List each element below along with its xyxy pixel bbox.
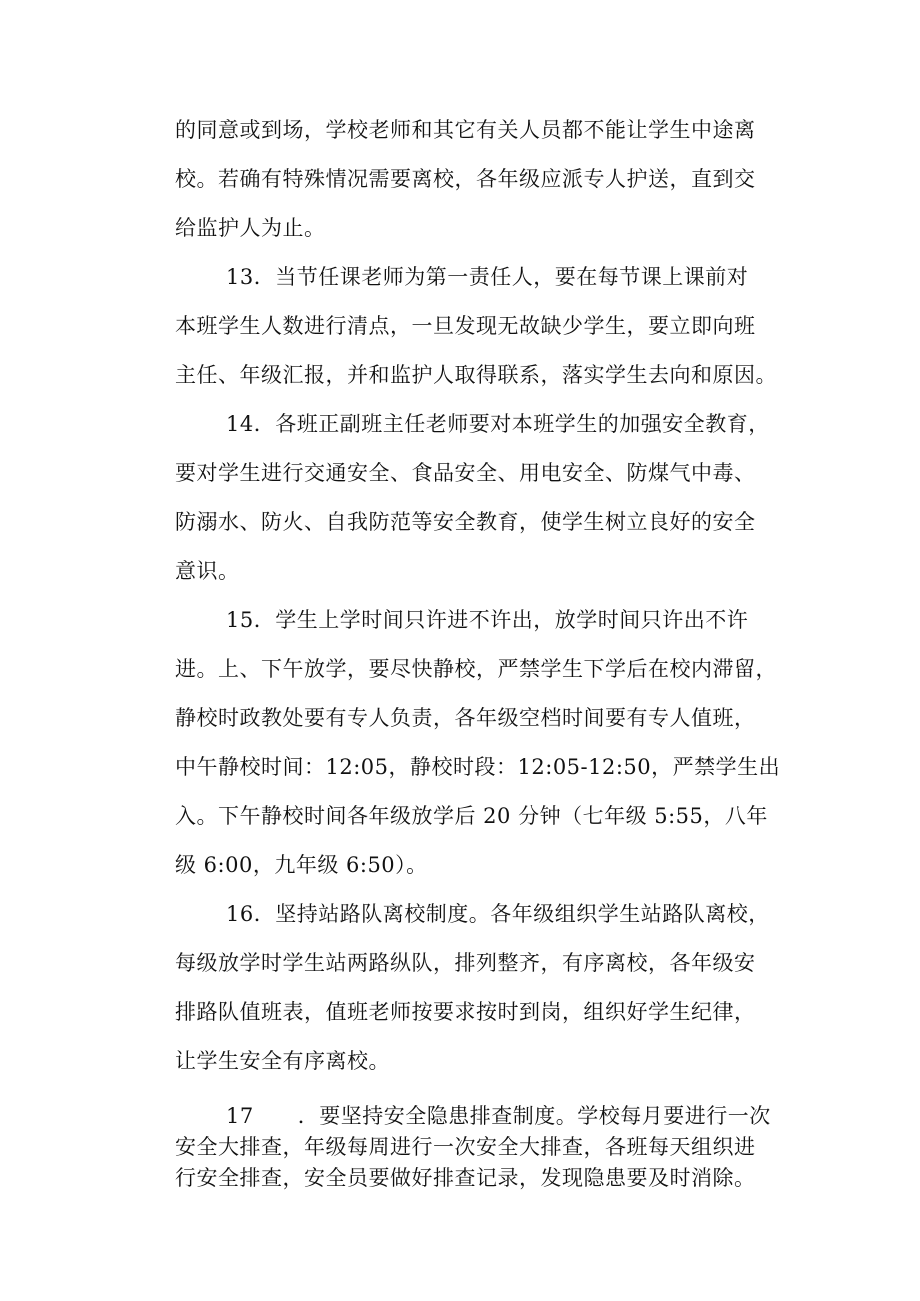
item-17-line (226, 1102, 826, 1130)
paragraph-line: 校。若确有特殊情况需要离校，各年级应派专人护送，直到交 (175, 167, 756, 191)
paragraph-line: 的同意或到场，学校老师和其它有关人员都不能让学生中途离 (175, 118, 756, 142)
item-17-number: 17 (226, 1104, 254, 1128)
item-16-line: 16．坚持站路队离校制度。各年级组织学生站路队离校， (226, 902, 770, 926)
item-17-line: 安全大排查，年级每周进行一次安全大排查，各班每天组织进 (175, 1135, 756, 1159)
item-13-line: 13．当节任课老师为第一责任人，要在每节课上课前对 (226, 265, 749, 289)
item-16-line: 每级放学时学生站两路纵队，排列整齐，有序离校，各年级安 (175, 951, 756, 975)
paragraph-line: 给监护人为止。 (175, 216, 326, 240)
item-14-line: 意识。 (175, 559, 240, 583)
item-15-line: 级 6:00，九年级 6:50）。 (175, 853, 428, 877)
item-14-line: 要对学生进行交通安全、食品安全、用电安全、防煤气中毒、 (175, 461, 756, 485)
item-17-line: 行安全排查，安全员要做好排查记录，发现隐患要及时消除。 (175, 1166, 756, 1190)
item-15-line: 进。上、下午放学，要尽快静校，严禁学生下学后在校内滞留， (175, 657, 777, 681)
item-16-line: 排路队值班表，值班老师按要求按时到岗，组织好学生纪律， (175, 1000, 756, 1024)
item-15-line: 静校时政教处要有专人负责，各年级空档时间要有专人值班， (175, 706, 756, 730)
item-17-text: ．要坚持安全隐患排查制度。学校每月要进行一次 (297, 1104, 771, 1128)
item-14-line: 14．各班正副班主任老师要对本班学生的加强安全教育， (226, 412, 770, 436)
item-15-line: 中午静校时间：12:05，静校时段：12:05-12:50，严禁学生出 (175, 755, 781, 779)
item-13-line: 主任、年级汇报，并和监护人取得联系，落实学生去向和原因。 (175, 363, 777, 387)
item-15-line: 入。下午静校时间各年级放学后 20 分钟（七年级 5:55，八年 (175, 804, 768, 828)
item-13-line: 本班学生人数进行清点，一旦发现无故缺少学生，要立即向班 (175, 314, 756, 338)
item-14-line: 防溺水、防火、自我防范等安全教育，使学生树立良好的安全 (175, 510, 756, 534)
item-16-line: 让学生安全有序离校。 (175, 1049, 390, 1073)
item-15-line: 15．学生上学时间只许进不许出，放学时间只许出不许 (226, 608, 749, 632)
